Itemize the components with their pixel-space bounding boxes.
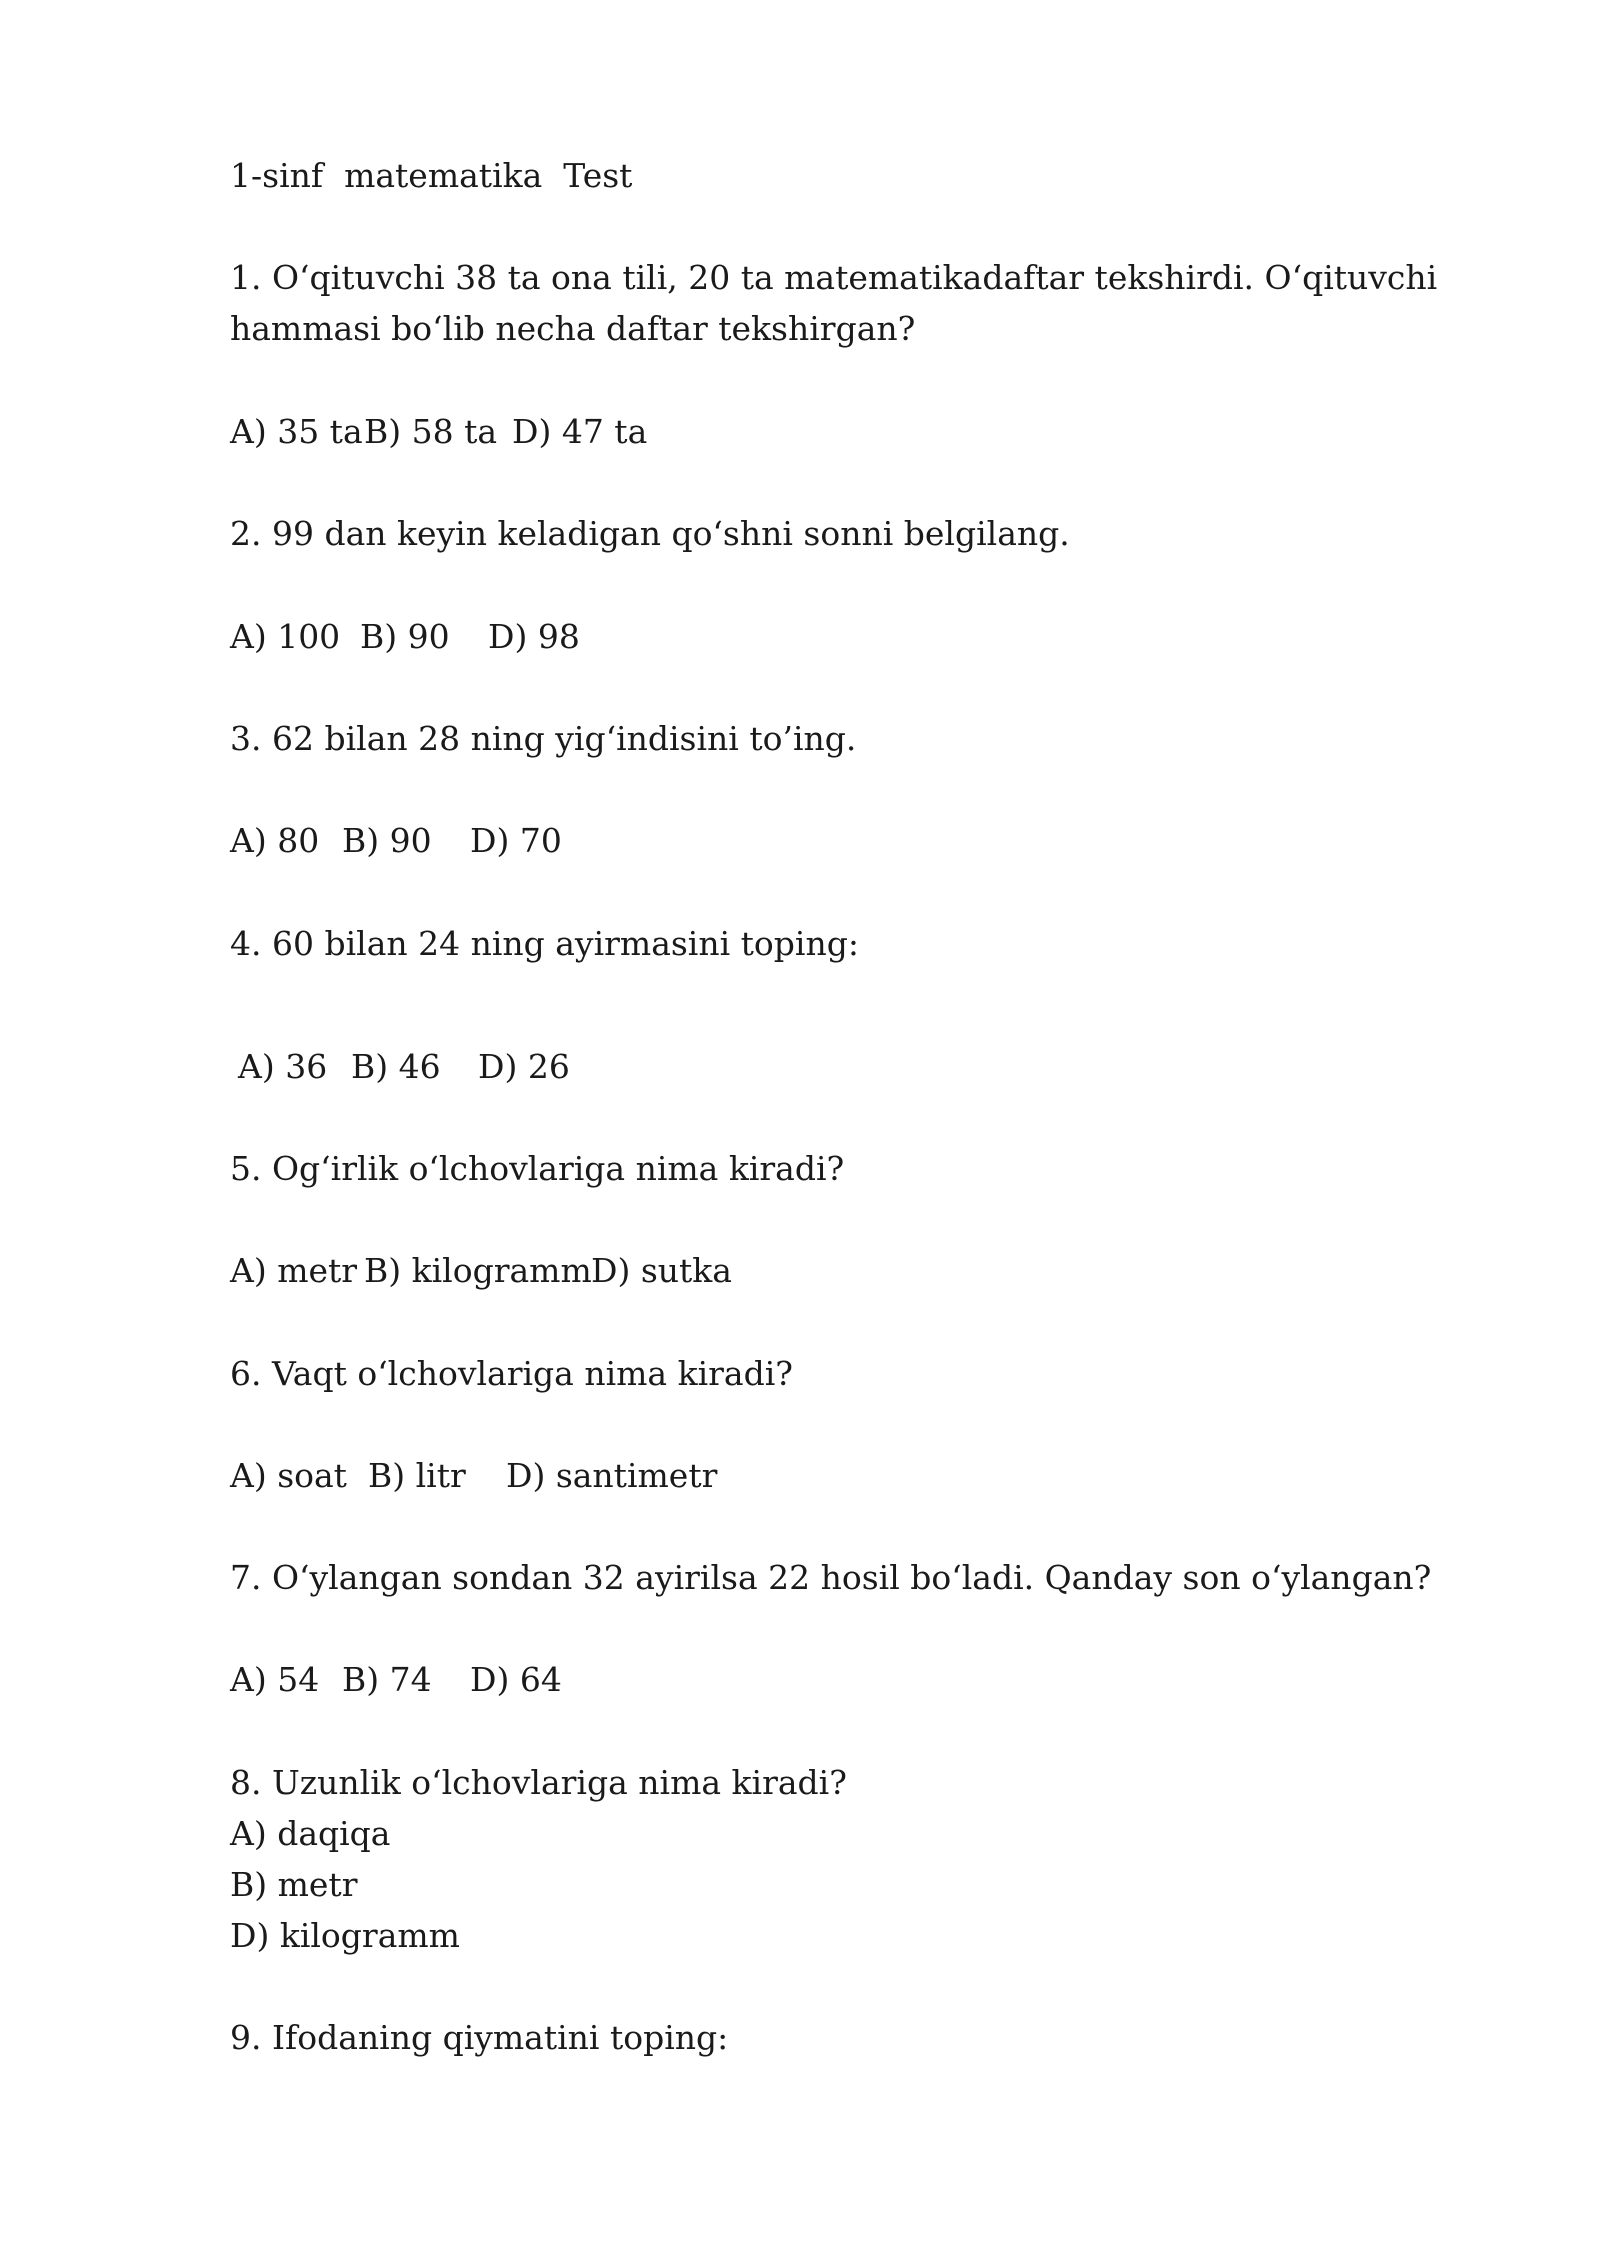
- question-3-option-a: A) 80: [230, 821, 320, 860]
- question-1-text: 1. O‘qituvchi 38 ta ona tili, 20 ta matematikadaftar tekshirdi. O‘qituvchi hammasi bo‘lib necha daftar tekshirgan?: [230, 258, 1438, 348]
- question-7-option-a: A) 54: [230, 1660, 320, 1699]
- question-6-option-a: A) soat: [230, 1456, 347, 1495]
- question-7-option-b: B) 74: [342, 1660, 432, 1699]
- question-5-option-d: D) sutka: [591, 1251, 732, 1290]
- question-8-option-d: D) kilogramm: [230, 1916, 460, 1955]
- question-8-text: 8. Uzunlik o‘lchovlariga nima kiradi?: [230, 1763, 847, 1802]
- question-7-option-d: D) 64: [470, 1660, 562, 1699]
- question-5-option-a: A) metr: [230, 1251, 358, 1290]
- question-7-text: 7. O‘ylangan sondan 32 ayirilsa 22 hosil bo‘ladi. Qanday son o‘ylangan?: [230, 1558, 1432, 1597]
- question-2-option-a: A) 100: [230, 617, 341, 656]
- question-9-text: 9. Ifodaning qiymatini toping:: [230, 2018, 729, 2057]
- question-4-option-a: A) 36: [238, 1047, 328, 1086]
- question-2-option-b: B) 90: [360, 617, 450, 656]
- question-1-option-b: B) 58 ta: [364, 412, 498, 451]
- question-5-text: 5. Og‘irlik o‘lchovlariga nima kiradi?: [230, 1149, 845, 1188]
- question-8-option-b: B) metr: [230, 1865, 358, 1904]
- question-5-option-b: B) kilogramm: [364, 1251, 592, 1290]
- question-2-option-d: D) 98: [488, 617, 580, 656]
- question-4-option-d: D) 26: [478, 1047, 570, 1086]
- question-6-option-b: B) litr: [368, 1456, 466, 1495]
- question-3-text: 3. 62 bilan 28 ning yig‘indisini to’ing.: [230, 719, 857, 758]
- question-8-option-a: A) daqiqa: [230, 1814, 391, 1853]
- question-1-option-a: A) 35 ta: [230, 412, 363, 451]
- question-4-option-b: B) 46: [351, 1047, 441, 1086]
- question-3-option-b: B) 90: [342, 821, 432, 860]
- question-4-text: 4. 60 bilan 24 ning ayirmasini toping:: [230, 924, 859, 963]
- question-1-option-d: D) 47 ta: [512, 412, 648, 451]
- question-2-text: 2. 99 dan keyin keladigan qo‘shni sonni belgilang.: [230, 514, 1070, 553]
- question-6-text: 6. Vaqt o‘lchovlariga nima kiradi?: [230, 1354, 793, 1393]
- document-title: 1-sinf matematika Test: [230, 156, 633, 195]
- question-6-option-d: D) santimetr: [506, 1456, 718, 1495]
- question-3-option-d: D) 70: [470, 821, 562, 860]
